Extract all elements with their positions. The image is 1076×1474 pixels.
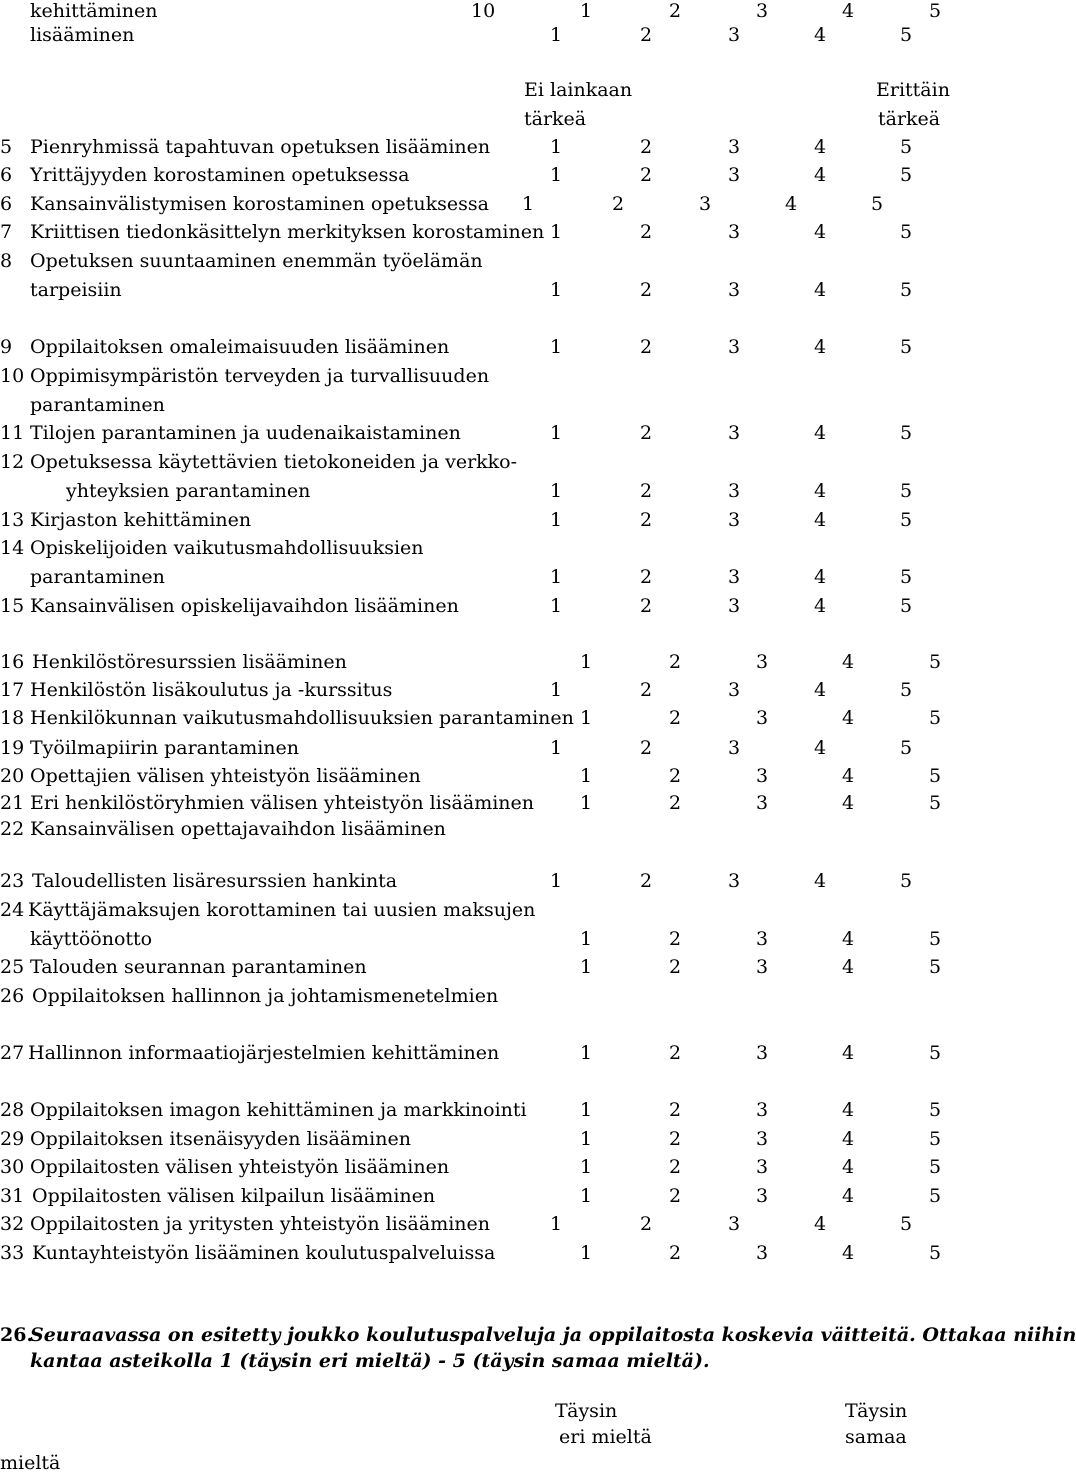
item-text: Oppilaitoksen omaleimaisuuden lisääminen <box>30 336 450 358</box>
scale-value: 2 <box>639 679 653 701</box>
scale-value: 1 <box>549 164 563 186</box>
scale-value: 5 <box>899 336 913 358</box>
scale-value: 3 <box>727 136 741 158</box>
bottom-left-label-2: eri mieltä <box>559 1426 652 1448</box>
bottom-left-label-1: Täysin <box>555 1400 618 1422</box>
scale-value: 2 <box>668 928 682 950</box>
item-text: Kansainvälistymisen korostaminen opetuksessa <box>30 193 489 215</box>
item-number: 27 <box>0 1042 25 1064</box>
item-text: Oppilaitosten välisen yhteistyön lisääminen <box>30 1156 450 1178</box>
item-text: Henkilöstön lisäkoulutus ja -kurssitus <box>30 679 393 701</box>
scale-value: 2 <box>668 707 682 729</box>
scale-value: 5 <box>928 765 942 787</box>
scale-value: 1 <box>549 870 563 892</box>
scale-value: 4 <box>813 221 827 243</box>
item-number: 10 <box>0 365 25 387</box>
scale-value: 2 <box>639 221 653 243</box>
item-text-continued: parantaminen <box>30 394 165 416</box>
scale-value: 3 <box>727 679 741 701</box>
scale-value: 3 <box>755 707 769 729</box>
item-text: Oppilaitosten välisen kilpailun lisääminen <box>32 1185 436 1207</box>
item-text: Henkilökunnan vaikutusmahdollisuuksien parantaminen <box>30 707 574 729</box>
scale-value: 1 <box>579 1099 593 1121</box>
item-number: 29 <box>0 1128 25 1150</box>
scale-value: 4 <box>813 1213 827 1235</box>
scale-value: 5 <box>928 651 942 673</box>
question-text-1: Seuraavassa on esitetty joukko koulutuspalveluja ja oppilaitosta koskevia väitteitä. Ottakaa niihin <box>30 1324 1076 1346</box>
scale-value: 5 <box>928 1042 942 1064</box>
item-number: 15 <box>0 595 25 617</box>
scale-value: 4 <box>813 136 827 158</box>
scale-value: 4 <box>813 566 827 588</box>
scale-value: 5 <box>870 193 884 215</box>
scale-value: 3 <box>698 193 712 215</box>
scale-value: 1 <box>579 1128 593 1150</box>
scale-value: 2 <box>639 336 653 358</box>
scale-value: 2 <box>639 595 653 617</box>
scale-value: 3 <box>727 221 741 243</box>
scale-value: 4 <box>841 792 855 814</box>
scale-low-label-1: Ei lainkaan <box>524 79 633 101</box>
scale-value: 3 <box>727 480 741 502</box>
item-number: 28 <box>0 1099 25 1121</box>
scale-value: 1 <box>579 1156 593 1178</box>
scale-value: 2 <box>668 1042 682 1064</box>
item-number: 11 <box>0 422 25 444</box>
scale-value: 3 <box>755 928 769 950</box>
item-number: 13 <box>0 509 25 531</box>
scale-value: 5 <box>899 1213 913 1235</box>
item-text: Opetuksen suuntaaminen enemmän työelämän <box>30 250 483 272</box>
scale-value: 4 <box>841 956 855 978</box>
scale-value: 1 <box>579 651 593 673</box>
item-text: Eri henkilöstöryhmien välisen yhteistyön lisääminen <box>30 792 535 814</box>
item-number: 30 <box>0 1156 25 1178</box>
scale-value: 1 <box>549 24 563 46</box>
scale-value: 4 <box>841 1128 855 1150</box>
scale-value: 4 <box>813 336 827 358</box>
scale-value: 4 <box>813 480 827 502</box>
scale-value: 2 <box>668 1242 682 1264</box>
item-text: Opettajien välisen yhteistyön lisääminen <box>30 765 421 787</box>
scale-value: 4 <box>813 509 827 531</box>
item-number: 25 <box>0 956 25 978</box>
scale-value: 4 <box>813 870 827 892</box>
item-number: 12 <box>0 451 25 473</box>
item-number: 7 <box>0 221 13 243</box>
scale-value: 1 <box>579 765 593 787</box>
scale-value: 1 <box>579 0 593 22</box>
scale-value: 1 <box>579 956 593 978</box>
scale-value: 2 <box>639 164 653 186</box>
scale-value: 1 <box>549 136 563 158</box>
scale-value: 4 <box>841 1185 855 1207</box>
scale-value: 2 <box>668 651 682 673</box>
scale-value: 5 <box>928 792 942 814</box>
item-text: Oppilaitoksen hallinnon ja johtamismenetelmien <box>32 985 499 1007</box>
scale-value: 5 <box>899 595 913 617</box>
scale-value: 3 <box>755 1156 769 1178</box>
scale-value: 4 <box>841 928 855 950</box>
bottom-right-label-1: Täysin <box>845 1400 908 1422</box>
item-text: Oppimisympäristön terveyden ja turvallisuuden <box>30 365 490 387</box>
scale-value: 3 <box>727 1213 741 1235</box>
scale-value: 4 <box>841 1156 855 1178</box>
scale-value: 1 <box>549 336 563 358</box>
scale-value: 5 <box>928 1242 942 1264</box>
scale-value: 4 <box>841 765 855 787</box>
item-text: Työilmapiirin parantaminen <box>30 737 300 759</box>
scale-value: 3 <box>755 956 769 978</box>
scale-value: 5 <box>899 24 913 46</box>
item-text: Käyttäjämaksujen korottaminen tai uusien maksujen <box>28 899 536 921</box>
scale-value: 1 <box>549 422 563 444</box>
scale-value: 5 <box>899 164 913 186</box>
item-text: Yrittäjyyden korostaminen opetuksessa <box>30 164 410 186</box>
scale-high-label-2: tärkeä <box>878 108 941 130</box>
scale-value: 2 <box>639 870 653 892</box>
scale-value: 1 <box>549 737 563 759</box>
scale-value: 3 <box>727 870 741 892</box>
scale-value: 4 <box>813 279 827 301</box>
item-text: Kansainvälisen opettajavaihdon lisääminen <box>30 818 446 840</box>
scale-value: 5 <box>899 480 913 502</box>
scale-value: 4 <box>813 422 827 444</box>
item-number: 18 <box>0 707 25 729</box>
item-text-continued: tarpeisiin <box>30 279 122 301</box>
scale-value: 1 <box>579 1242 593 1264</box>
scale-value: 5 <box>899 221 913 243</box>
scale-value: 3 <box>755 651 769 673</box>
scale-value: 4 <box>841 1042 855 1064</box>
scale-value: 3 <box>755 0 769 22</box>
item-text: Kriittisen tiedonkäsittelyn merkityksen korostaminen <box>30 221 545 243</box>
scale-value: 3 <box>755 1042 769 1064</box>
item-number: 17 <box>0 679 25 701</box>
item-number: 16 <box>0 651 25 673</box>
top-row-label: lisääminen <box>30 24 135 46</box>
scale-value: 5 <box>928 1156 942 1178</box>
item-text: Opiskelijoiden vaikutusmahdollisuuksien <box>30 537 424 559</box>
scale-value: 3 <box>755 1242 769 1264</box>
item-number: 9 <box>0 336 13 358</box>
item-text: Opetuksessa käytettävien tietokoneiden ja verkko- <box>30 451 518 473</box>
item-text-continued: käyttöönotto <box>30 928 153 950</box>
scale-value: 1 <box>549 566 563 588</box>
scale-value: 5 <box>899 509 913 531</box>
scale-value: 2 <box>611 193 625 215</box>
item-text: Kuntayhteistyön lisääminen koulutuspalveluissa <box>32 1242 496 1264</box>
scale-value: 1 <box>579 928 593 950</box>
item-text: Hallinnon informaatiojärjestelmien kehittäminen <box>28 1042 500 1064</box>
item-text: Oppilaitoksen itsenäisyyden lisääminen <box>30 1128 411 1150</box>
item-number: 24 <box>0 899 25 921</box>
scale-value: 2 <box>668 1156 682 1178</box>
scale-value: 3 <box>755 1128 769 1150</box>
item-text: Oppilaitosten ja yritysten yhteistyön lisääminen <box>30 1213 490 1235</box>
item-text: Tilojen parantaminen ja uudenaikaistaminen <box>30 422 461 444</box>
item-text: Taloudellisten lisäresurssien hankinta <box>32 870 398 892</box>
scale-value: 1 <box>521 193 535 215</box>
item-number: 21 <box>0 792 25 814</box>
scale-value: 5 <box>899 566 913 588</box>
scale-value: 3 <box>727 336 741 358</box>
item-text-continued: kehittäminen <box>30 0 158 22</box>
scale-value: 2 <box>639 566 653 588</box>
scale-value: 1 <box>549 279 563 301</box>
item-number: 5 <box>0 136 13 158</box>
scale-value: 2 <box>668 1128 682 1150</box>
scale-value: 3 <box>727 566 741 588</box>
item-number: 33 <box>0 1242 25 1264</box>
scale-value: 4 <box>841 0 855 22</box>
scale-value: 4 <box>841 651 855 673</box>
scale-value: 1 <box>579 1042 593 1064</box>
scale-value: 5 <box>928 1185 942 1207</box>
scale-value: 2 <box>639 24 653 46</box>
scale-value: 3 <box>755 1185 769 1207</box>
scale-value: 5 <box>928 1099 942 1121</box>
scale-value: 2 <box>639 1213 653 1235</box>
scale-value: 3 <box>755 792 769 814</box>
scale-value: 4 <box>813 24 827 46</box>
scale-value: 2 <box>639 480 653 502</box>
scale-low-label-2: tärkeä <box>524 108 587 130</box>
scale-value: 5 <box>928 956 942 978</box>
item-number: 22 <box>0 818 25 840</box>
item-text-continued: yhteyksien parantaminen <box>66 480 311 502</box>
scale-value: 5 <box>899 679 913 701</box>
item-text: Oppilaitoksen imagon kehittäminen ja markkinointi <box>30 1099 527 1121</box>
item-number: 19 <box>0 737 25 759</box>
scale-value: 5 <box>928 707 942 729</box>
scale-value: 2 <box>668 1099 682 1121</box>
scale-value: 5 <box>899 737 913 759</box>
question-number: 26. <box>0 1324 34 1346</box>
scale-value: 4 <box>813 679 827 701</box>
scale-value: 1 <box>549 221 563 243</box>
scale-value: 2 <box>668 792 682 814</box>
bottom-trail-label: mieltä <box>0 1452 61 1474</box>
scale-value: 3 <box>755 1099 769 1121</box>
scale-value: 1 <box>549 679 563 701</box>
item-number: 31 <box>0 1185 25 1207</box>
scale-value: 3 <box>727 422 741 444</box>
scale-value: 4 <box>841 707 855 729</box>
scale-value: 3 <box>727 279 741 301</box>
scale-value: 2 <box>639 509 653 531</box>
item-number: 32 <box>0 1213 25 1235</box>
scale-value: 1 <box>579 792 593 814</box>
scale-value: 1 <box>549 509 563 531</box>
item-text: Talouden seurannan parantaminen <box>30 956 367 978</box>
scale-value: 4 <box>784 193 798 215</box>
item-number: 23 <box>0 870 25 892</box>
scale-value: 2 <box>668 1185 682 1207</box>
item-number: 20 <box>0 765 25 787</box>
item-number: 26 <box>0 985 25 1007</box>
item-text: Pienryhmissä tapahtuvan opetuksen lisääminen <box>30 136 491 158</box>
scale-value: 2 <box>639 279 653 301</box>
item-number: 8 <box>0 250 13 272</box>
scale-value: 1 <box>549 595 563 617</box>
item-text: Kirjaston kehittäminen <box>30 509 252 531</box>
scale-value: 3 <box>727 595 741 617</box>
scale-value: 5 <box>899 136 913 158</box>
scale-value: 2 <box>668 956 682 978</box>
scale-value: 4 <box>841 1099 855 1121</box>
bottom-right-label-2: samaa <box>845 1426 907 1448</box>
scale-value: 4 <box>813 164 827 186</box>
scale-value: 3 <box>755 765 769 787</box>
scale-value: 4 <box>813 595 827 617</box>
scale-value: 5 <box>899 279 913 301</box>
scale-value: 3 <box>727 737 741 759</box>
scale-value: 4 <box>841 1242 855 1264</box>
item-text: Henkilöstöresurssien lisääminen <box>32 651 347 673</box>
scale-value: 5 <box>899 870 913 892</box>
item-number: 6 <box>0 164 13 186</box>
scale-value: 5 <box>899 422 913 444</box>
scale-high-label-1: Erittäin <box>876 79 950 101</box>
scale-value: 3 <box>727 164 741 186</box>
scale-value: 2 <box>639 422 653 444</box>
item-number: 14 <box>0 537 25 559</box>
page-number: 10 <box>471 0 496 22</box>
scale-value: 2 <box>639 737 653 759</box>
scale-value: 2 <box>668 765 682 787</box>
scale-value: 5 <box>928 0 942 22</box>
scale-value: 3 <box>727 24 741 46</box>
scale-value: 5 <box>928 928 942 950</box>
scale-value: 1 <box>579 707 593 729</box>
scale-value: 2 <box>639 136 653 158</box>
scale-value: 2 <box>668 0 682 22</box>
question-text-2: kantaa asteikolla 1 (täysin eri mieltä) - 5 (täysin samaa mieltä). <box>30 1350 710 1372</box>
scale-value: 4 <box>813 737 827 759</box>
scale-value: 3 <box>727 509 741 531</box>
item-text: Kansainvälisen opiskelijavaihdon lisääminen <box>30 595 459 617</box>
scale-value: 1 <box>549 1213 563 1235</box>
scale-value: 1 <box>549 480 563 502</box>
item-text-continued: parantaminen <box>30 566 165 588</box>
scale-value: 1 <box>579 1185 593 1207</box>
item-number: 6 <box>0 193 13 215</box>
scale-value: 5 <box>928 1128 942 1150</box>
